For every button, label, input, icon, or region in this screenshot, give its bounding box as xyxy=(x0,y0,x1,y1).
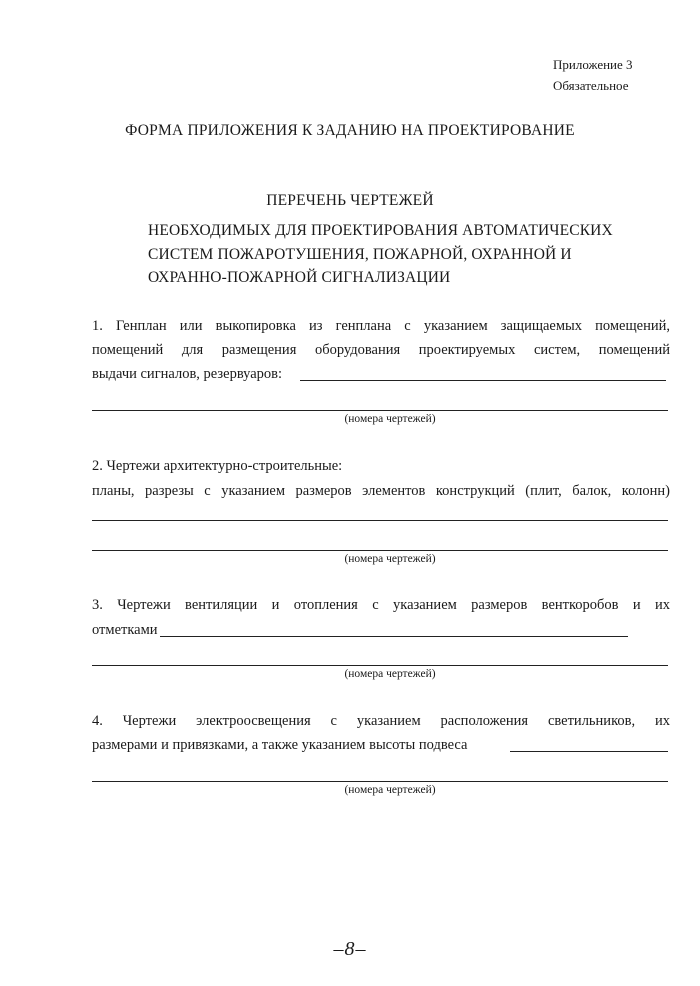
item-2-line-1: 2. Чертежи архитектурно-строительные: xyxy=(92,458,343,474)
item-4-line-1: 4. Чертежи электроосвещения с указанием расположения светильников, их xyxy=(92,713,670,729)
list-subtitle-line: ОХРАННО-ПОЖАРНОЙ СИГНАЛИЗАЦИИ xyxy=(148,269,451,286)
item-3-drawing-numbers-line xyxy=(92,665,668,666)
list-subtitle-line: СИСТЕМ ПОЖАРОТУШЕНИЯ, ПОЖАРНОЙ, ОХРАННОЙ И xyxy=(148,245,572,263)
list-subtitle xyxy=(148,219,613,290)
appendix-type: Обязательное xyxy=(553,78,629,93)
item-1-line-3: выдачи сигналов, резервуаров: xyxy=(92,366,283,382)
appendix-number: Приложение 3 xyxy=(553,57,633,72)
item-3-fill-line xyxy=(160,636,628,637)
item-3-caption: (номера чертежей) xyxy=(344,668,436,680)
item-4-drawing-numbers-line xyxy=(92,781,668,782)
item-4-line-2: размерами и привязками, а также указанием высоты подвеса xyxy=(92,737,468,753)
item-1-fill-line xyxy=(300,380,666,381)
item-1-caption: (номера чертежей) xyxy=(344,413,436,425)
item-2-fill-line xyxy=(92,520,668,521)
list-subtitle-line: НЕОБХОДИМЫХ ДЛЯ ПРОЕКТИРОВАНИЯ АВТОМАТИЧЕСКИХ xyxy=(148,222,613,239)
item-1-line-1: 1. Генплан или выкопировка из генплана с указанием защищаемых помещений, xyxy=(92,318,670,334)
item-1-drawing-numbers-line xyxy=(92,410,668,411)
item-4-fill-line xyxy=(510,751,668,752)
item-4-caption: (номера чертежей) xyxy=(344,784,436,796)
form-title: ФОРМА ПРИЛОЖЕНИЯ К ЗАДАНИЮ НА ПРОЕКТИРОВАНИЕ xyxy=(125,122,575,139)
item-2-drawing-numbers-line xyxy=(92,550,668,551)
item-3-line-1: 3. Чертежи вентиляции и отопления с указанием размеров венткоробов и их xyxy=(92,597,670,613)
item-2-caption: (номера чертежей) xyxy=(344,553,436,565)
item-1-line-2: помещений для размещения оборудования проектируемых систем, помещений xyxy=(92,342,670,358)
item-2-line-2: планы, разрезы с указанием размеров элементов конструкций (плит, балок, колонн) xyxy=(92,483,670,499)
list-title: ПЕРЕЧЕНЬ ЧЕРТЕЖЕЙ xyxy=(266,192,434,209)
page-number: –8– xyxy=(333,938,367,960)
item-3-line-2: отметками xyxy=(92,622,158,638)
